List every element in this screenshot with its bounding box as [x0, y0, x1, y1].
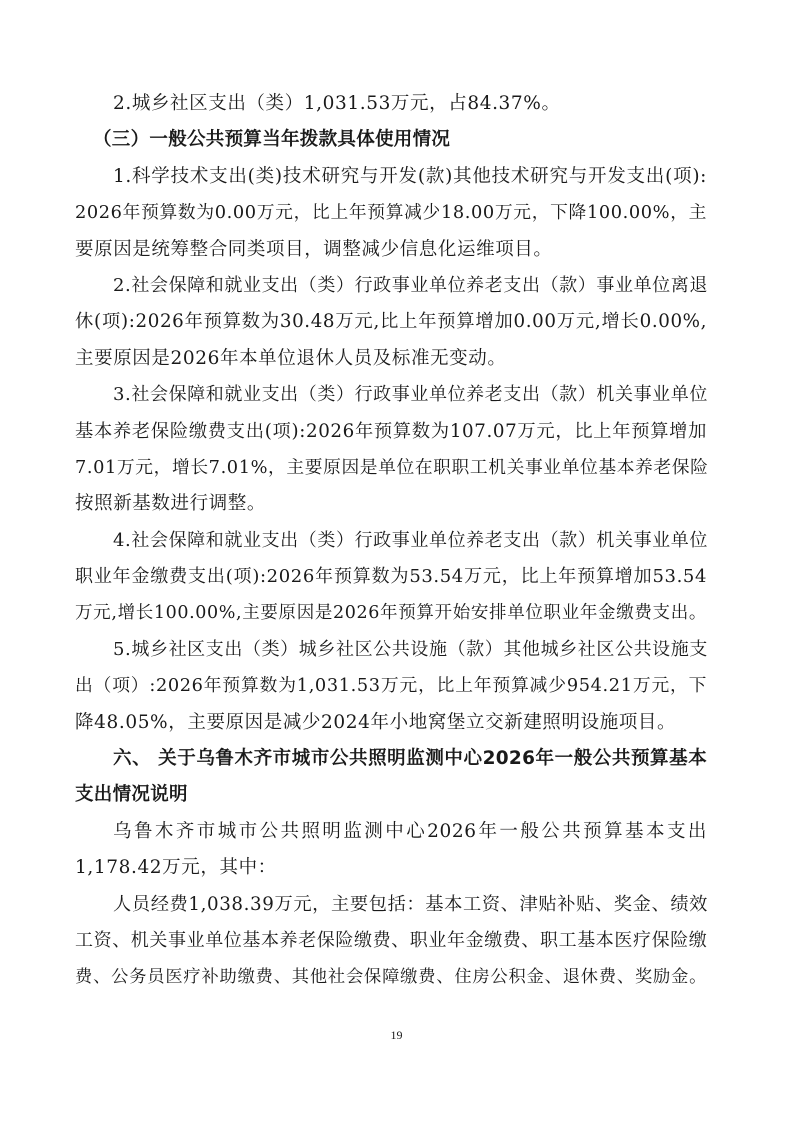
- section-heading: 支出情况说明: [75, 784, 188, 806]
- paragraph-line: 降48.05%，主要原因是减少2024年小地窝堡立交新建照明设施项目。: [75, 711, 677, 733]
- paragraph-line: 出（项）:2026年预算数为1,031.53万元，比上年预算减少954.21万元，下: [75, 676, 707, 697]
- paragraph-line: 工资、机关事业单位基本养老保险缴费、职业年金缴费、职工基本医疗保险缴: [75, 929, 708, 951]
- paragraph-line: 2.城乡社区支出（类）1,031.53万元，占84.37%。: [113, 93, 561, 114]
- paragraph-line: 职业年金缴费支出(项):2026年预算数为53.54万元，比上年预算增加53.54: [75, 566, 707, 588]
- paragraph-line: 主要原因是2026年本单位退休人员及标准无变动。: [75, 347, 507, 369]
- paragraph-line: 万元,增长100.00%,主要原因是2026年预算开始安排单位职业年金缴费支出。: [75, 603, 707, 624]
- paragraph-line: 按照新基数进行调整。: [75, 493, 267, 515]
- paragraph-line: 2026年预算数为0.00万元，比上年预算减少18.00万元，下降100.00%，主: [75, 203, 707, 224]
- section-heading: （三）一般公共预算当年拨款具体使用情况: [93, 129, 451, 151]
- paragraph-line: 休(项):2026年预算数为30.48万元,比上年预算增加0.00万元,增长0.00%,: [75, 311, 707, 333]
- document-page: [75, 86, 707, 996]
- paragraph-line: 要原因是统筹整合同类项目，调整减少信息化运维项目。: [75, 238, 553, 260]
- section-heading: 六、 关于乌鲁木齐市城市公共照明监测中心2026年一般公共预算基本: [113, 748, 707, 770]
- paragraph-line: 3.社会保障和就业支出（类）行政事业单位养老支出（款）机关事业单位: [113, 384, 708, 406]
- paragraph-line: 2.社会保障和就业支出（类）行政事业单位养老支出（款）事业单位离退: [113, 274, 708, 296]
- paragraph-line: 人员经费1,038.39万元，主要包括：基本工资、津贴补贴、奖金、绩效: [113, 893, 709, 915]
- paragraph-line: 5.城乡社区支出（类）城乡社区公共设施（款）其他城乡社区公共设施支: [113, 638, 708, 660]
- paragraph-line: 乌鲁木齐市城市公共照明监测中心2026年一般公共预算基本支出: [113, 820, 707, 842]
- paragraph-line: 基本养老保险缴费支出(项):2026年预算数为107.07万元，比上年预算增加: [75, 420, 707, 442]
- paragraph-line: 1.科学技术支出(类)技术研究与开发(款)其他技术研究与开发支出(项):: [113, 165, 707, 187]
- paragraph-line: 费、公务员医疗补助缴费、其他社会保障缴费、住房公积金、退休费、奖励金。: [75, 967, 707, 988]
- page-number: 19: [390, 1028, 403, 1042]
- paragraph-line: 4.社会保障和就业支出（类）行政事业单位养老支出（款）机关事业单位: [113, 529, 708, 551]
- paragraph-line: 7.01万元，增长7.01%，主要原因是单位在职职工机关事业单位基本养老保险: [75, 457, 709, 478]
- paragraph-line: 1,178.42万元，其中：: [75, 857, 277, 879]
